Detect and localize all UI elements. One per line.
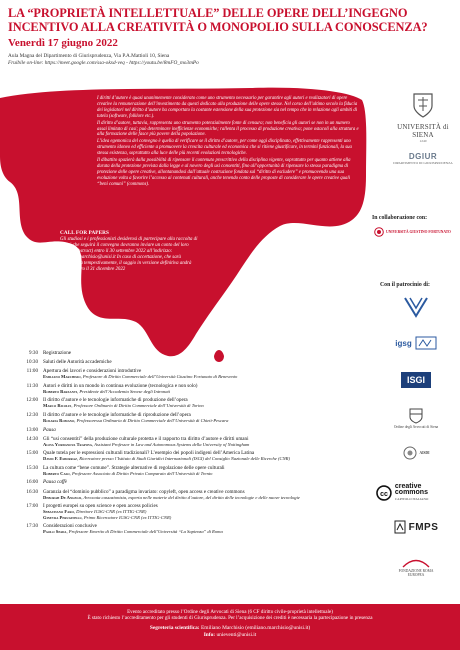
program-row [22,465,372,477]
program-time: 11:30 [26,382,38,389]
program-row [22,450,372,462]
cc-name: creative commons [394,483,428,496]
event-date: Venerdì 17 giugno 2022 [8,37,118,49]
intro-paragraph: Il diritto d’autore, tuttavia, rappresenta uno strumento potenzialmente fonte di censura; non beneficia gli autori se non in un numero assai limitato di casi; può determinare inefficienze economiche; rallenta il processo di produzione creativa; pone ostacoli alla struttura e alla formazione delle fasce più povere della popolazione. [97,120,359,138]
program-title: Pausa caffè [43,479,67,486]
intro-text [97,96,359,189]
speaker-name: Ginevra Peruginelli [43,514,82,520]
unisi-crest-icon [412,92,434,118]
cfp-title: CALL FOR PAPERS [60,230,109,236]
creative-commons-icon [376,485,392,501]
patron-cnr-logo [376,296,456,318]
roma-name: FONDAZIONE ROMA EUROPEA [398,569,434,578]
speaker-name: Deborah De Angelis [43,494,82,500]
cfp-text: Gli studiosi e i professionisti desiderosi di partecipare alla raccolta di scritti che seguirà il convegno dovranno inviare un conto del loro lavoro (abstract) entro il 30 settembre 2022 all’indirizzo: emiliano.marchisio@unisi.it In caso di accettazione, che sarà comunicata tempestivamente, il saggio in versione definitiva andrà inviato entro il 31 dicembre 2022 [60,237,198,272]
cnr-logo-icon [401,296,431,318]
ordine-name: Ordine degli Avvocati di Siena [393,425,439,429]
patron-isgi-logo [376,372,456,388]
info-value[interactable]: unieventi@unisi.it [215,632,257,639]
patron-label: Con il patrocinio di: [380,282,430,288]
unisi-year: 1240 [419,139,427,143]
program-title: Considerazioni conclusive [43,523,97,530]
program-title: Il diritto d’autore e le tecnologie informatiche di riproduzione dell’opera [43,411,191,418]
program-time: 17:00 [26,503,38,510]
program-title: Registrazione [43,350,72,356]
program-row [22,523,372,535]
header [8,6,454,67]
igsg-mark-icon [415,336,437,350]
program-title: Quale tutela per le espressioni culturali tradizionali? L’esempio dei popoli indigeni dell’America Latina [43,450,255,457]
footer-accreditation: Evento accreditato presso l’Ordine degli Avvocati di Siena (6 CF diritto civile-proprietà intellettuale) [127,609,333,615]
patron-fmps-logo [376,520,456,534]
cc-sub: CAPITOLO ITALIANO [394,497,429,501]
program-row [22,412,372,424]
speaker-role: , Ricercatore presso l’Istituto di Studi Giuridici Internazionali (ISGI) del Consiglio Nazionale delle Ricerche (CNR) [77,456,291,462]
isgi-name: ISGI [401,372,431,388]
program-time: 16:30 [26,488,38,495]
program-title: Pausa [43,426,56,433]
footer-secretary [0,625,460,633]
speaker-role: , Professore Emerito di Diritto Commerciale dell’Università “La Sapienza” di Roma [66,529,223,535]
speaker-name: Roberto Barzanti [43,388,78,394]
speaker-name: Marco Ricolfi [43,403,72,409]
program [22,350,372,538]
intro-paragraph: Il dibattito spazierà dalla possibilità di ripensare il contenuto prescrittivo della disciplina vigente, soprattutto per quanto attiene alla durata della protezione prevista dalla legge e al novero degli usi consentiti, fino all’opportunità di ripensare lo stesso paradigma di protezione delle opere creative, allontanandosi dall’attuale costruzione fondata sul “diritto di escludere” e promuovendo una sua evoluzione volta a favorire l’accesso ai contenuti culturali, anche tenendo conto delle proposte di considerare le opere creative quali “beni comuni” (commons). [97,158,351,187]
dipgiur-name: DGIUR [408,152,438,161]
speaker-role: , Presidente dell’Accademia Senese degli Intronati [77,388,171,394]
program-time: 13:00 [26,426,38,433]
program-row [22,436,372,448]
program-title: Apertura dei lavori e considerazioni introduttive [43,368,142,375]
speaker-role: , Avvocata cassazionista, esperta nelle materie del diritto d’autore, del diritto delle tecnologie e delle nuove tecnologie [81,494,300,500]
svg-text:cc: cc [380,490,388,498]
aisdi-icon [403,446,417,460]
program-row [22,489,372,501]
program-title: Garanzia del “dominio pubblico” a paradigma invariato: copyleft, open access e creative commons [43,488,245,495]
program-time: 17:30 [26,523,38,530]
program-row [22,368,372,380]
speaker-role: , Professore di Diritto Commerciale dell’Università Giustino Fortunato di Benevento [80,374,238,380]
venue: Aula Magna del Dipartimento di Giurisprudenza, Via P.A.Mattioli 10, Siena [8,53,170,59]
speaker-role: , Professoressa Ordinaria di Diritto Commerciale dell’Università di Chieti-Pescara [74,417,229,423]
patron-igsg-logo [376,336,456,350]
patron-cc-logo [376,484,456,502]
stream-links[interactable]: Fruibile on-line: https://meet.google.com/ssa-okxd-veq - https://youtu.be/8mFO_mo3mPo [8,60,199,66]
unisi-name: UNIVERSITÀ di SIENA [397,123,449,139]
program-title: Saluti delle Autorità accademiche [43,359,112,366]
program-row [22,397,372,409]
program-time: 10:30 [26,359,38,366]
patron-roma-logo [376,556,456,578]
giustino-seal-icon [374,227,384,237]
patron-ordine-logo [376,408,456,429]
roma-europea-icon [401,556,431,568]
fmps-name: FMPS [408,521,439,533]
fmps-icon [394,520,406,534]
speaker-name: Roberto Caso [43,470,70,476]
speaker-role: , Professore Associato di Diritto Privato Comparato dell’Università di Trento [69,470,213,476]
intro-paragraph: L’idea egemonica del convegno è quella di verificare se il diritto d’autore, per come oggi disciplinato, effettivamente rappresenti uno strumento idoneo ed efficiente a promuovere la crescita culturale ed economica che si ritiene giustificare, in termini funzionali, la sua stessa esistenza, soprattutto alla luce delle più recenti evoluzioni tecnologiche. [97,139,352,157]
speaker-name: Emiliano Marchisio [43,374,81,380]
program-title: Autori e diritti in un mondo in continua evoluzione (tecnologica e non solo) [43,382,198,389]
ordine-crest-icon [409,408,423,424]
speaker-name: David F. Esborraz [43,456,77,462]
collab-logo [374,226,458,238]
program-row [22,359,372,365]
igsg-name: igsg [395,338,412,348]
program-time: 9:30 [28,350,38,356]
footer-info [0,632,460,640]
secretary-label: Segreteria scientifica: [149,624,200,631]
speaker-role: , Direttore IGSG-CNR (ex ITTIG-CNR) [73,509,147,515]
call-for-papers [60,230,200,273]
aisdi-name: AISDI [419,450,430,455]
footer [0,604,460,650]
program-time: 15:00 [26,450,38,457]
info-label: Info: [203,632,216,639]
program-title: Il diritto d’autore e le tecnologie informatiche di produzione dell’opera [43,397,188,404]
program-row [22,503,372,520]
program-title: I progetti europei su open science e open access policies [43,503,158,510]
speaker-name: Sebastiano Faro [43,509,74,515]
program-time: 12:00 [26,397,38,404]
program-title: Gli “usi consentiti” della produzione culturale protetta e il rapporto tra diritto d’autore e diritti umani [43,435,249,442]
program-row [22,427,372,433]
unisi-logo [388,92,458,143]
patron-aisdi-logo [376,446,456,460]
dipgiur-logo [388,152,458,165]
speaker-name: Rosaria Romano [43,417,75,423]
program-time: 15:30 [26,464,38,471]
program-row [22,479,372,485]
program-row [22,383,372,395]
program-time: 12:30 [26,411,38,418]
collab-name: UNIVERSITÀ GIUSTINO FORTUNATO [386,230,451,234]
speaker-role: , Primo Ricercatore IGSG-CNR (ex ITTIG-CNR) [81,514,172,520]
program-row [22,350,372,356]
speaker-name: Alina Yordanova Trapova [43,441,92,447]
program-time: 14:30 [26,435,38,442]
intro-paragraph: I diritti d’autore è quasi unanimemente considerato come uno strumento necessario per garantire agli autori e realizzatori di opere creative la remunerazione dell’investimento da questi dedicato alla produzione delle opere stesse. Nel corso dell’ultimo secolo la fiducia dei legislatori nel diritto d’autore ha comportato la costante estensione della sua protezione sia nel tempo che in relazione agli ambiti di tutela (software, folklore etc.). [97,96,358,119]
program-time: 16:00 [26,479,38,486]
dipgiur-sub: DIPARTIMENTO DI GIURISPRUDENZA [393,161,453,165]
secretary-value[interactable]: Emiliano Marchisio (emiliano.marchisio@unisi.it) [199,624,311,631]
speaker-role: , Assistant Professor in Law and Autonomous Systems della University of Nottingham [91,441,250,447]
page-title: LA “PROPRIETÀ INTELLETTUALE” DELLE OPERE DELL’INGEGNO INCENTIVO ALLA CREATIVITÀ O MONOPOLIO SULLA CONOSCENZA? [8,6,428,34]
collab-label: In collaborazione con: [372,215,428,221]
program-time: 11:00 [26,368,38,375]
speaker-role: , Professore Ordinario di Diritto Commerciale dell’Università di Torino [71,403,204,409]
program-title: La cultura come “bene comune”. Strategie alternative di regolazione delle opere culturali [43,464,225,471]
footer-students: È stato richiesto l’accreditamento per gli studenti di Giurisprudenza. Per l’acquisizione dei crediti è necessaria la partecipazione in presenza [87,615,373,622]
speaker-name: Paolo Spada [43,529,67,535]
